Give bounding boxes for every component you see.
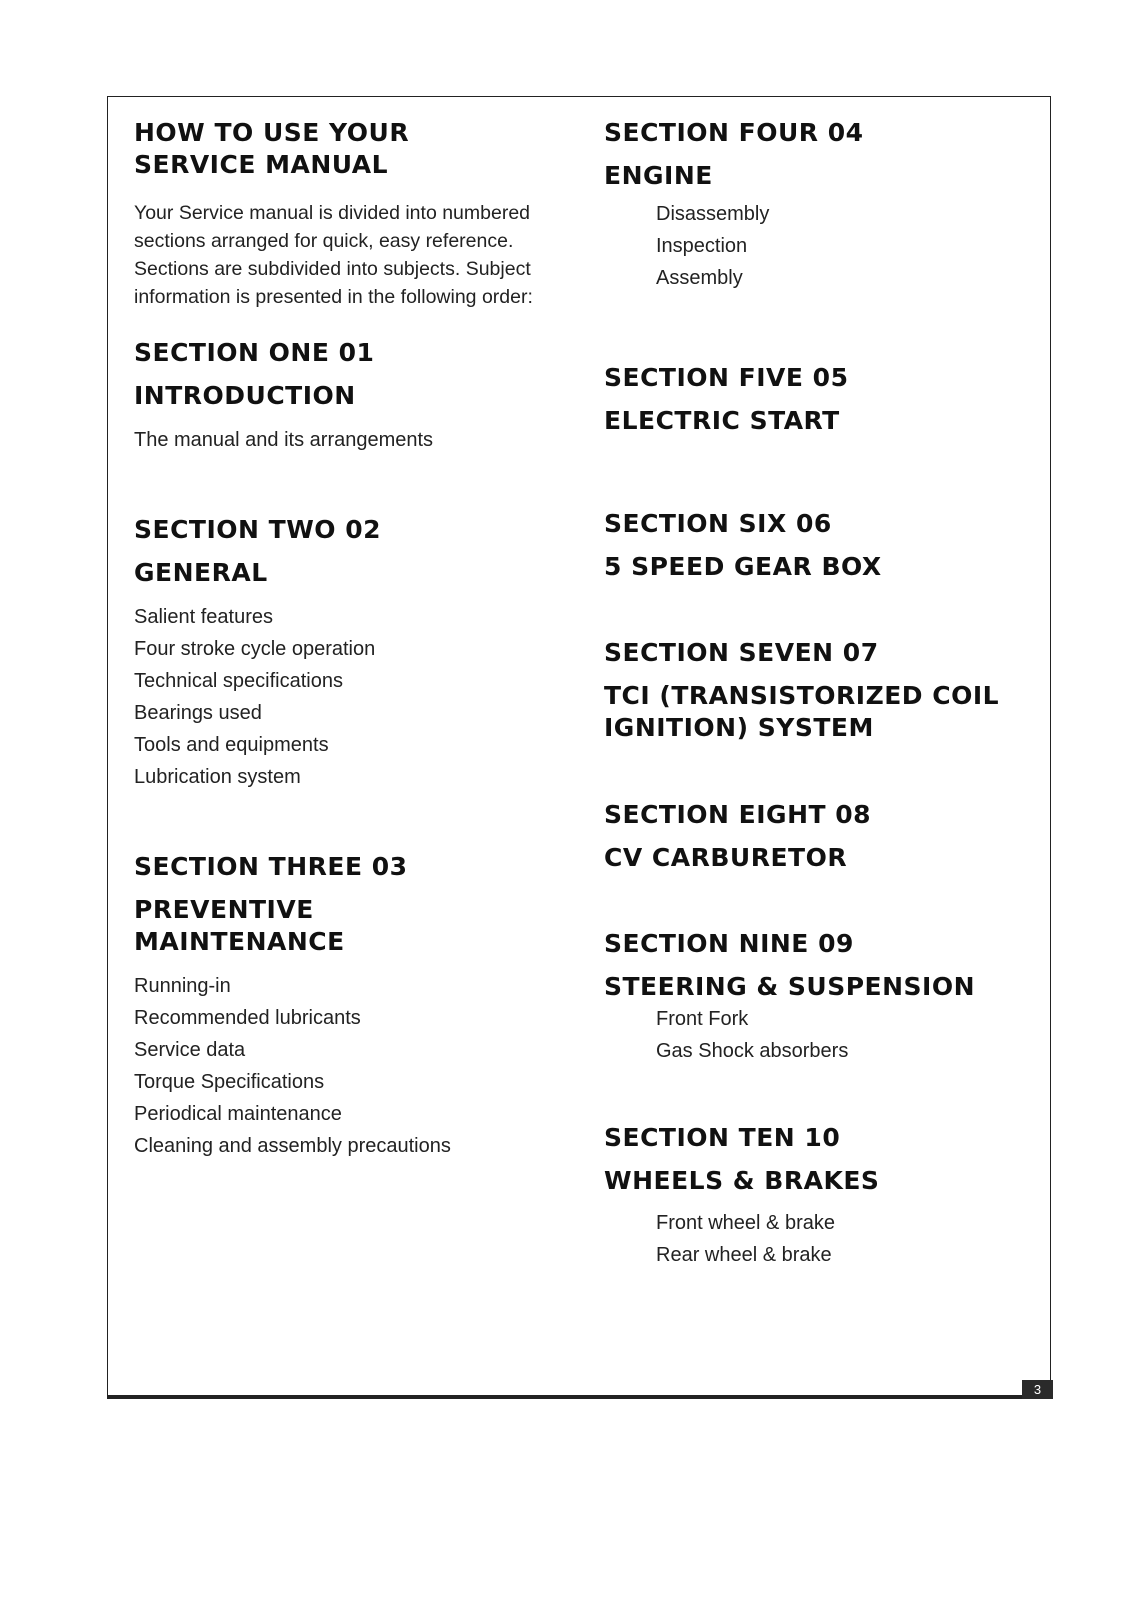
intro-block: [134, 117, 574, 311]
section-item: Torque Specifications: [134, 1071, 325, 1093]
section-item: Disassembly: [656, 203, 770, 225]
section-09: [604, 928, 1044, 1067]
section-heading: SECTION THREE 03: [134, 852, 408, 881]
section-title: ELECTRIC START: [604, 406, 840, 435]
section-10: [604, 1122, 1044, 1271]
section-item: Bearings used: [134, 702, 262, 724]
section-title-line-2: IGNITION) SYSTEM: [604, 713, 874, 742]
section-item: Front Fork: [656, 1008, 749, 1030]
section-item: Salient features: [134, 606, 273, 628]
section-06: [604, 508, 1044, 583]
section-02: [134, 514, 574, 793]
section-item: Cleaning and assembly precautions: [134, 1135, 451, 1157]
section-05: [604, 362, 1044, 437]
intro-title-line-2: SERVICE MANUAL: [134, 150, 389, 179]
section-item: Lubrication system: [134, 766, 301, 788]
section-item: Tools and equipments: [134, 734, 329, 756]
section-03: [134, 851, 574, 1162]
section-heading: SECTION SEVEN 07: [604, 638, 879, 667]
intro-body-line-1: Your Service manual is divided into numbered: [134, 202, 531, 224]
section-04: [604, 117, 1044, 294]
section-title-line-1: TCI (TRANSISTORIZED COIL: [604, 681, 1000, 710]
section-01: [134, 337, 574, 456]
section-item: Service data: [134, 1039, 246, 1061]
intro-title-line-1: HOW TO USE YOUR: [134, 118, 410, 147]
section-item: Gas Shock absorbers: [656, 1040, 849, 1062]
section-item: Recommended lubricants: [134, 1007, 361, 1029]
section-heading: SECTION FIVE 05: [604, 363, 849, 392]
section-item: Technical specifications: [134, 670, 343, 692]
section-title: STEERING & SUSPENSION: [604, 972, 976, 1001]
section-heading: SECTION TWO 02: [134, 515, 382, 544]
section-07: [604, 637, 1044, 744]
section-item: Periodical maintenance: [134, 1103, 342, 1125]
page-number: 3: [1022, 1380, 1053, 1399]
section-heading: SECTION FOUR 04: [604, 118, 864, 147]
section-title: 5 SPEED GEAR BOX: [604, 552, 882, 581]
section-item: Running-in: [134, 975, 231, 997]
intro-body-line-3: Sections are subdivided into subjects. Subject: [134, 258, 531, 280]
bottom-rule: [107, 1396, 1053, 1399]
section-title: CV CARBURETOR: [604, 843, 848, 872]
section-title: ENGINE: [604, 161, 713, 190]
section-item: Four stroke cycle operation: [134, 638, 376, 660]
section-title: GENERAL: [134, 558, 268, 587]
section-heading: SECTION TEN 10: [604, 1123, 841, 1152]
section-heading: SECTION NINE 09: [604, 929, 854, 958]
section-item: Rear wheel & brake: [656, 1244, 832, 1266]
section-item: Inspection: [656, 235, 748, 257]
section-title: WHEELS & BRAKES: [604, 1166, 880, 1195]
section-title: INTRODUCTION: [134, 381, 356, 410]
section-heading: SECTION ONE 01: [134, 338, 375, 367]
section-item: The manual and its arrangements: [134, 429, 434, 451]
section-title-line-1: PREVENTIVE: [134, 895, 314, 924]
section-08: [604, 799, 1044, 874]
section-item: Front wheel & brake: [656, 1212, 835, 1234]
section-heading: SECTION EIGHT 08: [604, 800, 872, 829]
intro-body-line-4: information is presented in the following order:: [134, 286, 533, 308]
section-title-line-2: MAINTENANCE: [134, 927, 345, 956]
section-item: Assembly: [656, 267, 743, 289]
section-heading: SECTION SIX 06: [604, 509, 832, 538]
intro-body-line-2: sections arranged for quick, easy reference.: [134, 230, 514, 252]
